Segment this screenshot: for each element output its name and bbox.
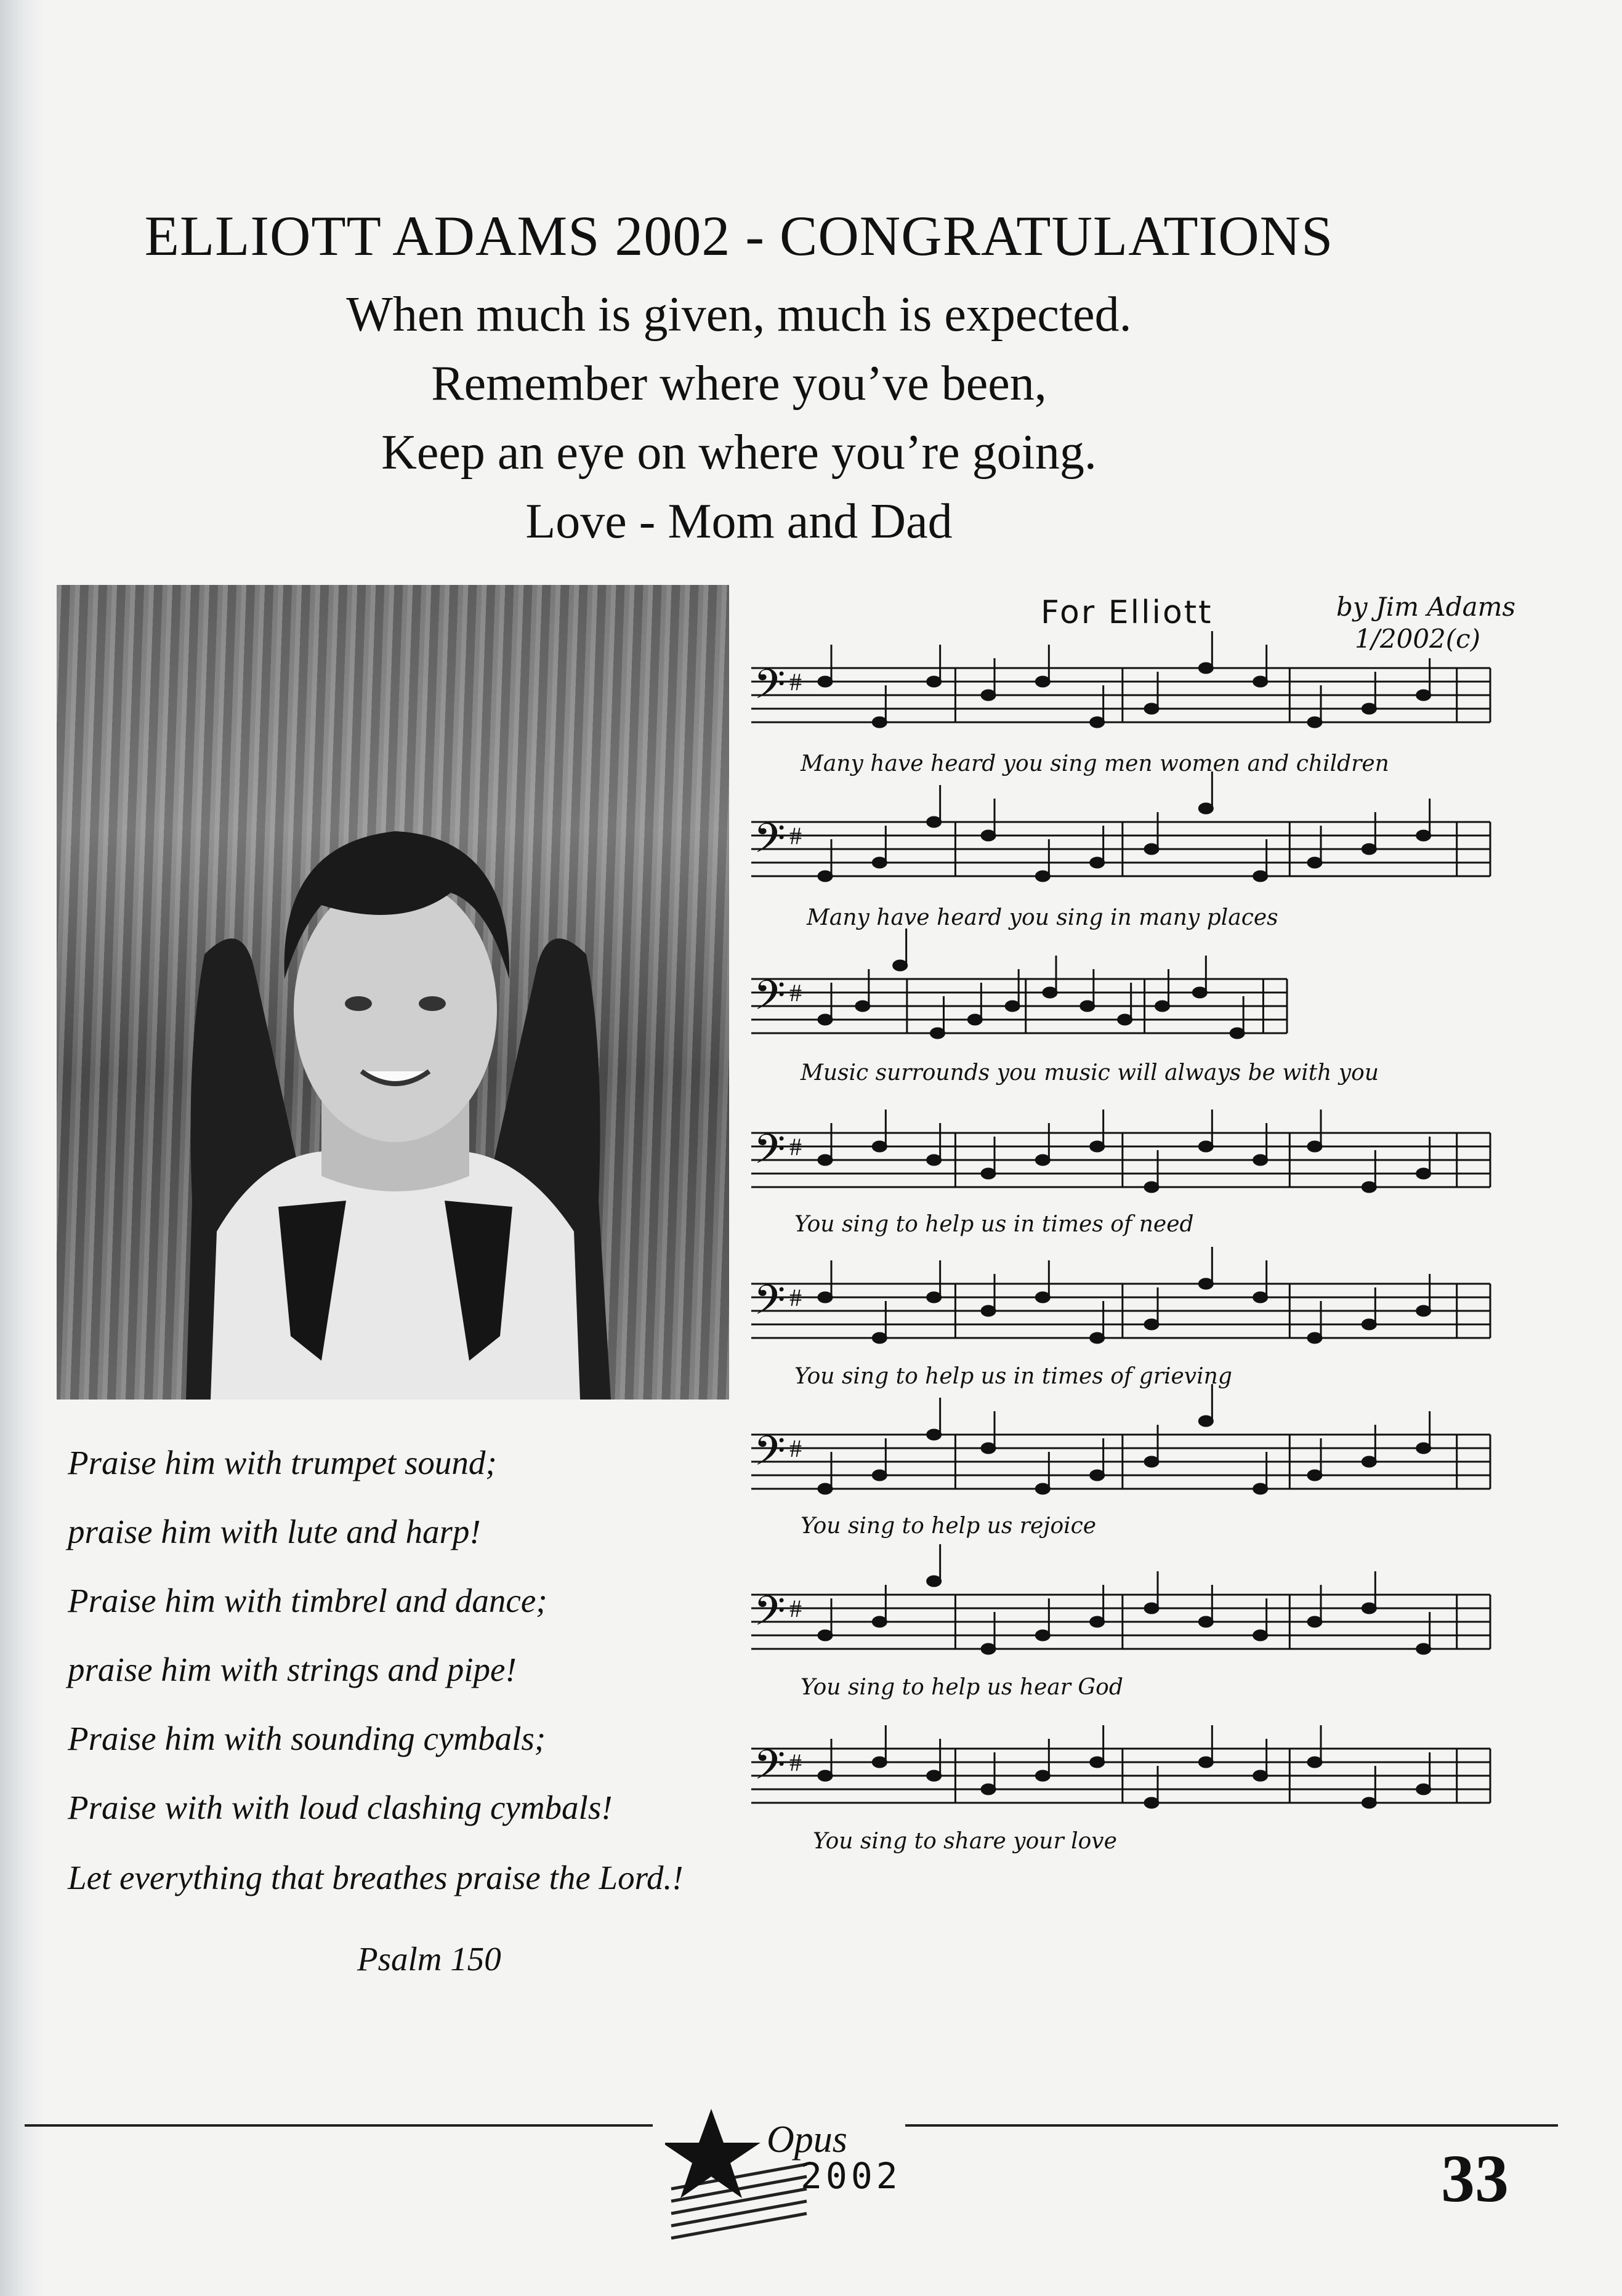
staff-line-group bbox=[751, 1110, 1490, 1192]
note-head bbox=[894, 961, 907, 970]
note-head bbox=[968, 1015, 982, 1025]
note-head bbox=[1199, 1757, 1212, 1767]
note-head bbox=[1199, 804, 1212, 813]
note-head bbox=[818, 1484, 832, 1494]
note-head bbox=[1199, 663, 1212, 673]
bass-clef-icon: 𝄢 bbox=[754, 1427, 786, 1484]
sharp-icon: # bbox=[789, 1749, 802, 1776]
note-head bbox=[1417, 831, 1430, 840]
note-head bbox=[1417, 1644, 1430, 1654]
sharp-icon: # bbox=[789, 1284, 802, 1311]
note-head bbox=[1308, 1757, 1321, 1767]
note-head bbox=[982, 1784, 995, 1794]
page-title: ELLIOTT ADAMS 2002 - CONGRATULATIONS bbox=[144, 204, 1334, 267]
note-head bbox=[1230, 1028, 1244, 1038]
note-head bbox=[1091, 1142, 1104, 1151]
note-head bbox=[873, 1333, 886, 1343]
note-head bbox=[1362, 1457, 1376, 1467]
note-head bbox=[873, 1470, 886, 1480]
note-head bbox=[873, 717, 886, 727]
staff-line-group bbox=[751, 928, 1287, 1038]
note-head bbox=[1417, 690, 1430, 700]
note-head bbox=[1308, 858, 1321, 868]
logo-word: Opus bbox=[767, 2119, 847, 2161]
note-head bbox=[1091, 1617, 1104, 1627]
note-head bbox=[1308, 1142, 1321, 1151]
sharp-icon: # bbox=[789, 979, 802, 1007]
bass-clef-icon: 𝄢 bbox=[754, 1276, 786, 1334]
note-head bbox=[1193, 988, 1206, 997]
logo-year: 2002 bbox=[801, 2155, 902, 2197]
note-head bbox=[818, 677, 832, 687]
note-head bbox=[1091, 858, 1104, 868]
psalm-line: Praise with with loud clashing cymbals! bbox=[68, 1789, 613, 1826]
note-head bbox=[1362, 704, 1376, 714]
psalm-line: Praise him with sounding cymbals; bbox=[68, 1720, 546, 1757]
note-head bbox=[1254, 677, 1267, 687]
dedication-line-1: When much is given, much is expected. bbox=[346, 288, 1132, 342]
note-head bbox=[1006, 1001, 1019, 1011]
bass-clef-icon: 𝄢 bbox=[754, 1587, 786, 1645]
note-head bbox=[1036, 1155, 1049, 1165]
note-head bbox=[1091, 1470, 1104, 1480]
note-head bbox=[1036, 1771, 1049, 1781]
note-head bbox=[1254, 871, 1267, 881]
note-head bbox=[1362, 1603, 1376, 1613]
note-head bbox=[873, 1757, 886, 1767]
sharp-icon: # bbox=[789, 1133, 802, 1161]
note-head bbox=[1417, 1443, 1430, 1453]
note-head bbox=[1156, 1001, 1169, 1011]
bass-clef-icon: 𝄢 bbox=[754, 1126, 786, 1183]
note-head bbox=[931, 1028, 945, 1038]
note-head bbox=[1254, 1630, 1267, 1640]
note-head bbox=[818, 1015, 832, 1025]
lyric-line: You sing to help us rejoice bbox=[801, 1513, 1097, 1539]
dedication-signature: Love - Mom and Dad bbox=[525, 494, 953, 549]
note-head bbox=[818, 1292, 832, 1302]
lyric-line: Many have heard you sing men women and children bbox=[801, 751, 1389, 776]
note-head bbox=[927, 1576, 941, 1586]
footer-rule-right bbox=[905, 2124, 1558, 2127]
note-head bbox=[1308, 1617, 1321, 1627]
note-head bbox=[1362, 1182, 1376, 1192]
note-head bbox=[856, 1001, 870, 1011]
bass-clef-icon: 𝄢 bbox=[754, 972, 786, 1029]
note-head bbox=[982, 1169, 995, 1178]
sharp-icon: # bbox=[789, 668, 802, 696]
note-head bbox=[1091, 717, 1104, 727]
note-head bbox=[1199, 1416, 1212, 1426]
note-head bbox=[1254, 1155, 1267, 1165]
bass-clef-icon: 𝄢 bbox=[754, 815, 786, 872]
note-head bbox=[818, 1771, 832, 1781]
note-head bbox=[1362, 1798, 1376, 1808]
note-head bbox=[1145, 1798, 1158, 1808]
score-title: For Elliott bbox=[1041, 594, 1213, 631]
lyric-line: Many have heard you sing in many places bbox=[807, 905, 1278, 930]
note-head bbox=[1362, 1319, 1376, 1329]
note-head bbox=[1308, 1470, 1321, 1480]
dedication-line-3: Keep an eye on where you’re going. bbox=[381, 425, 1097, 480]
note-head bbox=[818, 1155, 832, 1165]
note-head bbox=[982, 1644, 995, 1654]
note-head bbox=[1145, 1457, 1158, 1467]
note-head bbox=[1036, 1292, 1049, 1302]
footer-rule-left bbox=[25, 2124, 653, 2127]
note-head bbox=[927, 1771, 941, 1781]
score-date: 1/2002(c) bbox=[1355, 624, 1481, 654]
lyric-line: You sing to share your love bbox=[813, 1829, 1117, 1854]
note-head bbox=[1308, 717, 1321, 727]
note-head bbox=[1081, 1001, 1094, 1011]
note-head bbox=[1417, 1169, 1430, 1178]
note-head bbox=[982, 690, 995, 700]
note-head bbox=[1254, 1771, 1267, 1781]
staff-line-group bbox=[751, 1544, 1490, 1654]
note-head bbox=[927, 677, 941, 687]
psalm-reference: Psalm 150 bbox=[357, 1940, 501, 1978]
note-head bbox=[1254, 1292, 1267, 1302]
note-head bbox=[1036, 1484, 1049, 1494]
bass-clef-icon: 𝄢 bbox=[754, 1741, 786, 1799]
note-head bbox=[1091, 1333, 1104, 1343]
score-composer: by Jim Adams bbox=[1336, 592, 1516, 622]
note-head bbox=[927, 1155, 941, 1165]
note-head bbox=[1036, 871, 1049, 881]
lyric-line: Music surrounds you music will always be with you bbox=[801, 1060, 1379, 1086]
staff-line-group bbox=[751, 631, 1490, 727]
note-head bbox=[1145, 704, 1158, 714]
note-head bbox=[1199, 1279, 1212, 1289]
note-head bbox=[1417, 1306, 1430, 1316]
note-head bbox=[1417, 1784, 1430, 1794]
psalm-line: Praise him with trumpet sound; bbox=[68, 1444, 497, 1481]
note-head bbox=[1036, 1630, 1049, 1640]
note-head bbox=[982, 831, 995, 840]
note-head bbox=[1199, 1617, 1212, 1627]
staff-line-group bbox=[751, 771, 1490, 881]
staff-line-group bbox=[751, 1384, 1490, 1494]
note-head bbox=[1308, 1333, 1321, 1343]
note-head bbox=[982, 1443, 995, 1453]
note-head bbox=[1145, 844, 1158, 854]
note-head bbox=[1036, 677, 1049, 687]
note-head bbox=[873, 858, 886, 868]
note-head bbox=[927, 1292, 941, 1302]
note-head bbox=[927, 1430, 941, 1440]
note-head bbox=[873, 1142, 886, 1151]
psalm-line: Praise him with timbrel and dance; bbox=[68, 1582, 547, 1619]
page-number: 33 bbox=[1441, 2141, 1509, 2216]
note-head bbox=[1043, 988, 1057, 997]
staff-line-group bbox=[751, 1725, 1490, 1808]
note-head bbox=[1118, 1015, 1132, 1025]
sharp-icon: # bbox=[789, 822, 802, 850]
dedication-line-2: Remember where you’ve been, bbox=[431, 356, 1047, 411]
sharp-icon: # bbox=[789, 1435, 802, 1462]
note-head bbox=[873, 1617, 886, 1627]
note-head bbox=[982, 1306, 995, 1316]
staff-line-group bbox=[751, 1247, 1490, 1343]
note-head bbox=[1145, 1603, 1158, 1613]
sharp-icon: # bbox=[789, 1595, 802, 1622]
note-head bbox=[818, 1630, 832, 1640]
lyric-line: You sing to help us hear God bbox=[801, 1675, 1123, 1700]
note-head bbox=[1362, 844, 1376, 854]
note-head bbox=[1254, 1484, 1267, 1494]
psalm-line: praise him with lute and harp! bbox=[68, 1513, 481, 1550]
bass-clef-icon: 𝄢 bbox=[754, 661, 786, 718]
note-head bbox=[1091, 1757, 1104, 1767]
lyric-line: You sing to help us in times of grieving bbox=[794, 1364, 1232, 1389]
note-head bbox=[1199, 1142, 1212, 1151]
note-head bbox=[818, 871, 832, 881]
note-head bbox=[1145, 1182, 1158, 1192]
note-head bbox=[927, 817, 941, 827]
note-head bbox=[1145, 1319, 1158, 1329]
psalm-line: praise him with strings and pipe! bbox=[68, 1651, 517, 1688]
lyric-line: You sing to help us in times of need bbox=[794, 1212, 1194, 1237]
psalm-line: Let everything that breathes praise the Lord.! bbox=[68, 1859, 684, 1896]
